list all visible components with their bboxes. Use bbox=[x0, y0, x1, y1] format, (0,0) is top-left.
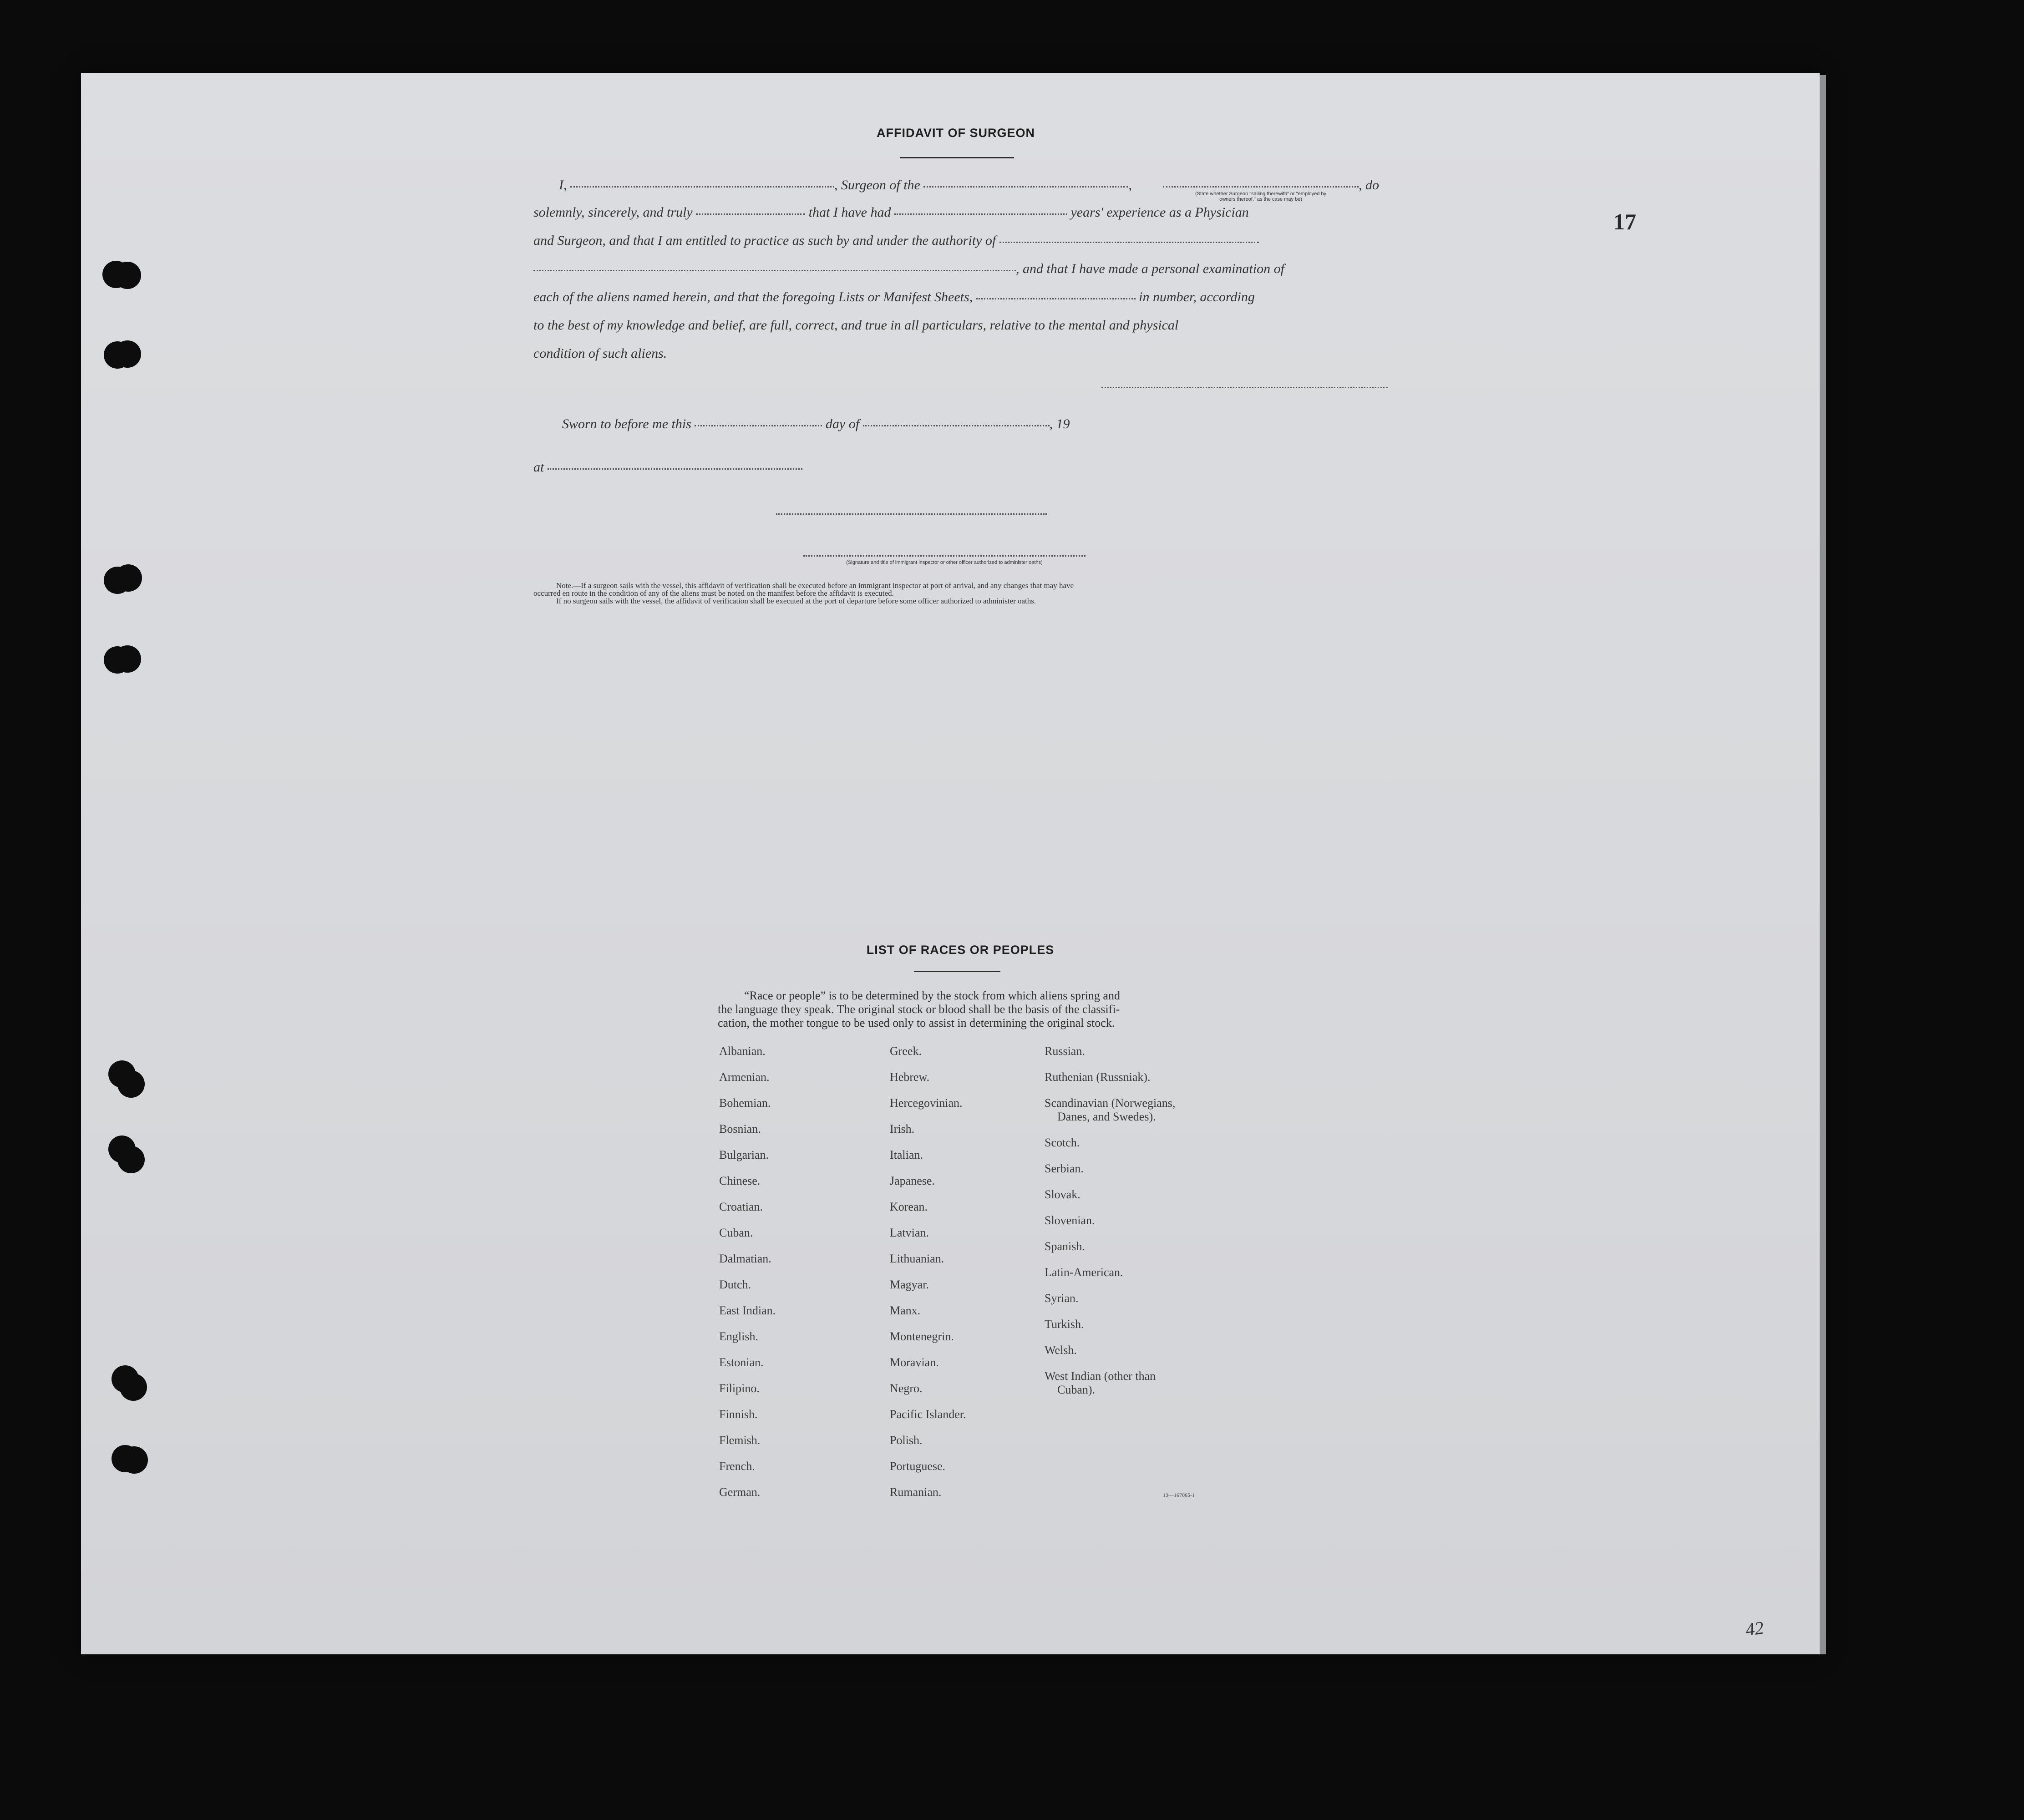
race-item: Croatian. bbox=[719, 1200, 763, 1213]
race-item: Pacific Islander. bbox=[890, 1408, 966, 1421]
note-line-2: occurred en route in the condition of any of the aliens must be noted on the manifest before the affidavit is executed. bbox=[533, 589, 894, 598]
oath-field[interactable] bbox=[696, 213, 805, 215]
race-item: Chinese. bbox=[719, 1174, 761, 1187]
text-authority: and Surgeon, and that I am entitled to practice as such by and under the authority of bbox=[533, 233, 996, 248]
race-item: East Indian. bbox=[719, 1304, 776, 1317]
race-item: Japanese. bbox=[890, 1174, 935, 1187]
text-day-of: day of bbox=[825, 416, 860, 431]
binder-hole bbox=[120, 1374, 147, 1401]
status-field[interactable] bbox=[1163, 186, 1359, 188]
race-item: Cuban. bbox=[719, 1226, 753, 1239]
race-item: German. bbox=[719, 1485, 761, 1499]
races-title: LIST OF RACES OR PEOPLES bbox=[866, 943, 1055, 957]
text-year: , 19 bbox=[1049, 416, 1070, 431]
race-item: French. bbox=[719, 1460, 755, 1473]
race-item: Magyar. bbox=[890, 1278, 929, 1291]
race-item: English. bbox=[719, 1330, 758, 1343]
race-item: Filipino. bbox=[719, 1382, 760, 1395]
intro-line-1: “Race or people” is to be determined by the stock from which aliens spring and bbox=[744, 989, 1120, 1002]
status-field-note bbox=[1163, 191, 1359, 202]
race-item: Dutch. bbox=[719, 1278, 751, 1291]
status-note-line-2: owners thereof," as the case may be) bbox=[1219, 197, 1302, 202]
race-item: Hercegovinian. bbox=[890, 1096, 963, 1110]
binder-hole bbox=[117, 1146, 145, 1173]
affidavit-line-6: to the best of my knowledge and belief, are full, correct, and true in all particulars, relative to the mental and physical bbox=[533, 318, 1179, 333]
race-item: Welsh. bbox=[1045, 1343, 1077, 1357]
place-field[interactable] bbox=[548, 468, 802, 470]
text-do: , do bbox=[1359, 177, 1379, 193]
race-item: Italian. bbox=[890, 1148, 923, 1161]
vessel-field[interactable] bbox=[923, 186, 1128, 188]
sworn-line bbox=[562, 416, 1070, 432]
race-item: Albanian. bbox=[719, 1044, 766, 1058]
affidavit-line-1 bbox=[559, 177, 1132, 193]
sheets-count-field[interactable] bbox=[976, 298, 1136, 299]
race-item: Lithuanian. bbox=[890, 1252, 944, 1265]
race-item: Cuban). bbox=[1057, 1383, 1096, 1396]
race-item: Estonian. bbox=[719, 1356, 764, 1369]
race-item: Latin-American. bbox=[1045, 1266, 1123, 1279]
race-item: Serbian. bbox=[1045, 1162, 1084, 1175]
affidavit-line-7: condition of such aliens. bbox=[533, 346, 667, 361]
sworn-day-field[interactable] bbox=[695, 425, 822, 426]
affidavit-title: AFFIDAVIT OF SURGEON bbox=[877, 126, 1035, 140]
race-item: Finnish. bbox=[719, 1408, 758, 1421]
race-item: West Indian (other than bbox=[1045, 1369, 1156, 1383]
text-each-of-the-aliens: each of the aliens named herein, and that the foregoing Lists or Manifest Sheets, bbox=[533, 289, 973, 304]
affidavit-note bbox=[533, 582, 1389, 605]
race-item: Latvian. bbox=[890, 1226, 929, 1239]
race-item: Dalmatian. bbox=[719, 1252, 771, 1265]
intro-line-2: the language they speak. The original stock or blood shall be the basis of the classifi- bbox=[718, 1003, 1120, 1016]
race-item: Syrian. bbox=[1045, 1292, 1079, 1305]
race-item: Bulgarian. bbox=[719, 1148, 769, 1161]
text-that-i-have-had: that I have had bbox=[808, 205, 891, 220]
race-item: Negro. bbox=[890, 1382, 923, 1395]
race-item: Turkish. bbox=[1045, 1318, 1084, 1331]
binder-hole bbox=[115, 564, 142, 592]
race-item: Portuguese. bbox=[890, 1460, 946, 1473]
authority-field-cont[interactable] bbox=[533, 270, 1016, 271]
race-item: Scandinavian (Norwegians, bbox=[1045, 1096, 1176, 1110]
inspector-caption: (Signature and title of immigrant inspector or other officer authorized to administer oaths) bbox=[846, 560, 1043, 565]
races-intro bbox=[718, 989, 1209, 1030]
authority-field[interactable] bbox=[999, 242, 1259, 243]
inspector-signature-line[interactable] bbox=[776, 513, 1047, 515]
inspector-title-line[interactable] bbox=[803, 555, 1086, 557]
text-in-number: in number, according bbox=[1139, 289, 1255, 304]
text-i: I, bbox=[559, 177, 567, 193]
race-item: Montenegrin. bbox=[890, 1330, 954, 1343]
binder-hole bbox=[114, 262, 141, 289]
surgeon-signature-line[interactable] bbox=[1101, 387, 1388, 388]
sworn-month-field[interactable] bbox=[863, 425, 1050, 426]
years-field[interactable] bbox=[894, 213, 1067, 215]
race-item: Spanish. bbox=[1045, 1240, 1085, 1253]
race-item: Manx. bbox=[890, 1304, 921, 1317]
affidavit-line-4 bbox=[533, 261, 1284, 277]
affidavit-line-3 bbox=[533, 233, 1259, 248]
binder-hole bbox=[114, 340, 141, 368]
text-years-experience: years' experience as a Physician bbox=[1070, 205, 1249, 220]
race-item: Scotch. bbox=[1045, 1136, 1080, 1149]
text-solemnly: solemnly, sincerely, and truly bbox=[533, 205, 693, 220]
text-at: at bbox=[533, 460, 544, 475]
race-item: Korean. bbox=[890, 1200, 928, 1213]
binder-hole bbox=[121, 1446, 148, 1474]
binder-hole bbox=[117, 1070, 145, 1098]
text-personal-examination: , and that I have made a personal examination of bbox=[1016, 261, 1284, 276]
race-item: Bohemian. bbox=[719, 1096, 771, 1110]
title-underline bbox=[900, 157, 1014, 158]
affidavit-line-2 bbox=[533, 205, 1249, 220]
race-item: Ruthenian (Russniak). bbox=[1045, 1070, 1151, 1084]
race-item: Bosnian. bbox=[719, 1122, 761, 1136]
handwritten-mark: 42 bbox=[1744, 1617, 1765, 1640]
at-line bbox=[533, 460, 802, 475]
page-edge bbox=[1820, 75, 1826, 1654]
race-item: Slovenian. bbox=[1045, 1214, 1095, 1227]
page-number: 17 bbox=[1613, 209, 1636, 234]
race-item: Rumanian. bbox=[890, 1485, 942, 1499]
race-item: Russian. bbox=[1045, 1044, 1085, 1058]
text-surgeon-of: , Surgeon of the bbox=[834, 177, 920, 193]
race-item: Irish. bbox=[890, 1122, 915, 1136]
text-sworn: Sworn to before me this bbox=[562, 416, 691, 431]
name-field[interactable] bbox=[570, 186, 834, 188]
affidavit-line-5 bbox=[533, 289, 1255, 305]
races-title-underline bbox=[914, 971, 1000, 972]
race-item: Slovak. bbox=[1045, 1188, 1080, 1201]
intro-line-3: cation, the mother tongue to be used only to assist in determining the original stock. bbox=[718, 1016, 1115, 1029]
race-item: Armenian. bbox=[719, 1070, 770, 1084]
note-line-1: Note.—If a surgeon sails with the vessel, this affidavit of verification shall be executed before an immigrant inspector at port of arrival, and any changes that may have bbox=[556, 581, 1074, 590]
affidavit-line-1-end bbox=[1163, 177, 1379, 193]
race-item: Greek. bbox=[890, 1044, 922, 1058]
race-item: Flemish. bbox=[719, 1434, 761, 1447]
race-item: Danes, and Swedes). bbox=[1057, 1110, 1156, 1123]
race-item: Moravian. bbox=[890, 1356, 939, 1369]
race-item: Polish. bbox=[890, 1434, 923, 1447]
status-note-line-1: (State whether Surgeon "sailing therewith" or "employed by bbox=[1195, 191, 1327, 197]
form-code: 13—167065-1 bbox=[1163, 1492, 1195, 1498]
binder-hole bbox=[114, 645, 141, 673]
note-line-3: If no surgeon sails with the vessel, the affidavit of verification shall be executed at the port of departure before some officer authorized to administer oaths. bbox=[556, 597, 1036, 605]
text-comma: , bbox=[1128, 177, 1132, 193]
race-item: Hebrew. bbox=[890, 1070, 930, 1084]
